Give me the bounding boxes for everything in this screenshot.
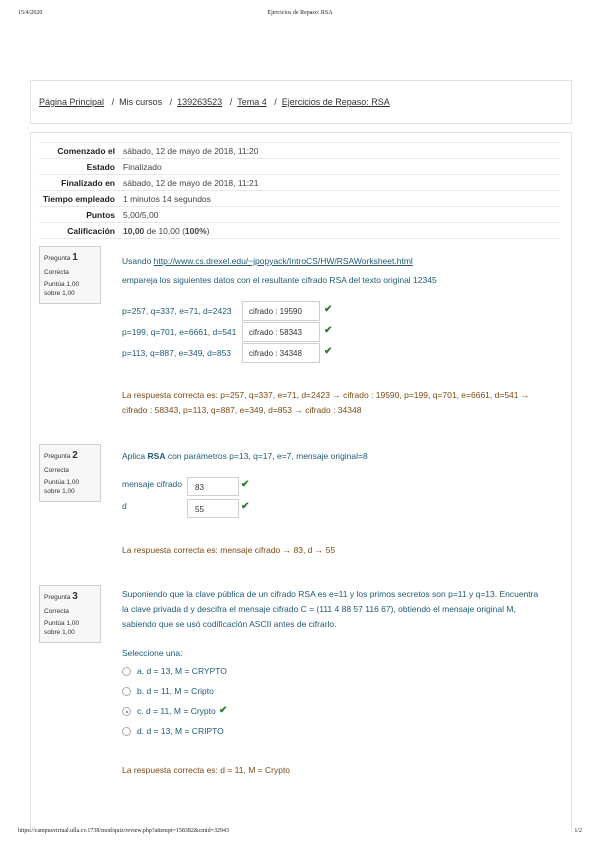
grade-close: ) [206,225,210,236]
check-icon: ✔ [324,325,333,336]
summary-row [39,159,560,175]
match-question: p=199, q=701, e=6661, d=541 [122,327,237,337]
question-2-prompt-bold: RSA [147,451,166,461]
d-input[interactable]: 55 [187,499,239,518]
breadcrumb-quiz[interactable]: Ejercicios de Repaso: RSA [281,97,390,107]
check-icon: ✔ [324,304,333,315]
select-one-label: Seleccione una: [122,648,183,658]
summary-row [39,191,560,207]
feedback-line: La respuesta correcta es: p=257, q=337, e=71, d=2423 → cifrado : 19590, p=199, q=701, e=6661, d=541 → [122,390,530,400]
summary-value: 5,00/5,00 [123,209,159,220]
radio-button[interactable] [122,667,131,676]
worksheet-link[interactable]: http://www.cs.drexel.edu/~jpopyack/IntroCS/HW/RSAWorksheet.html [153,256,413,266]
question-number: 3 [72,591,78,602]
question-points: Puntúa 1,00 [44,479,80,487]
question-max: sobre 1,00 [44,290,75,298]
print-footer [18,828,582,838]
question-1-content [122,256,562,366]
print-header [18,10,582,20]
feedback-line: cifrado : 58343, p=113, q=887, e=349, d=853 → cifrado : 34348 [122,405,362,415]
check-icon: ✔ [219,705,228,716]
option-label: b. d = 11, M = Cripto [137,686,214,696]
match-select[interactable]: cifrado : 58343 [242,322,320,342]
question-info-1 [39,246,101,304]
print-title: Ejercicios de Repaso: RSA [267,10,333,16]
breadcrumb-home[interactable]: Página Principal [39,97,105,107]
question-info-2 [39,444,101,502]
question-max: sobre 1,00 [44,488,75,496]
breadcrumb-separator: / [111,97,115,107]
question-points: Puntúa 1,00 [44,620,80,628]
print-date: 15/4/2020 [18,10,43,16]
encrypted-message-input[interactable]: 83 [187,477,239,496]
check-icon: ✔ [241,501,250,512]
question-state: Correcta [44,269,69,276]
breadcrumb-section[interactable]: Tema 4 [237,97,267,107]
match-question: p=257, q=337, e=71, d=2423 [122,306,232,316]
match-select[interactable]: cifrado : 19590 [242,301,320,321]
question-3-content [122,589,567,749]
question-3-text: sabiendo que se usó codificación ASCII antes de cifrarlo. [122,619,337,629]
question-number: 1 [72,252,78,263]
print-url: https://campusvirtual.ulla.cv.1738/mod/quiz/review.php?attempt=158382&cmid=32943 [18,828,229,834]
summary-value: 1 minutos 14 segundos [123,193,211,204]
breadcrumb-course[interactable]: 139263523 [177,97,223,107]
check-icon: ✔ [324,346,333,357]
summary-value: sábado, 12 de mayo de 2018, 11:21 [123,177,259,188]
grade-of: de 10,00 ( [144,225,185,236]
radio-button-selected[interactable] [122,707,131,716]
question-2-feedback: La respuesta correcta es: mensaje cifrado → 83, d → 55 [122,545,336,555]
breadcrumb [39,97,390,107]
question-3-text: Suponiendo que la clave pública de un cifrado RSA es e=11 y los primos secretos son p=11 y q=13. Encuentra [122,589,539,599]
question-2-prompt-post: con parámetros p=13, q=17, e=7, mensaje original=8 [165,451,368,461]
summary-value [121,223,560,239]
breadcrumb-separator: / [169,97,173,107]
question-points: Puntúa 1,00 [44,281,80,289]
question-3-text: la clave privada d y descifra el mensaje cifrado C = (111 4 88 57 116 67), obtiendo el mensaje original M, [122,604,516,614]
question-1-prompt: empareja los siguientes datos con el resultante cifrado RSA del texto original 12345 [122,275,437,285]
summary-label: Comenzado el [57,145,115,156]
question-state: Correcta [44,608,69,615]
question-state: Correcta [44,467,69,474]
summary-row [39,175,560,191]
field-label: mensaje cifrado [122,479,183,489]
radio-button[interactable] [122,727,131,736]
summary-label: Tiempo empleado [42,193,115,204]
summary-label: Estado [86,161,115,172]
option-label: a. d = 13, M = CRYPTO [137,666,227,676]
summary-row [39,143,560,159]
question-prefix: Pregunta [44,594,71,601]
summary-label: Calificación [67,225,115,236]
summary-label: Finalizado en [61,177,115,188]
question-prefix: Pregunta [44,255,71,262]
question-max: sobre 1,00 [44,629,75,637]
option-label: c. d = 11, M = Crypto [137,706,216,716]
print-page-number: 1/2 [574,828,582,834]
attempt-summary-table [39,142,560,239]
match-question: p=113, q=887, e=349, d=853 [122,348,232,358]
option-label: d. d = 13, M = CRIPTO [137,726,224,736]
summary-value: Finalizado [123,161,162,172]
grade-percent: 100% [184,225,207,236]
field-label: d [122,501,127,511]
breadcrumb-separator: / [274,97,277,107]
check-icon: ✔ [241,479,250,490]
question-1-feedback [122,388,529,418]
question-2-prompt-pre: Aplica [122,451,148,461]
summary-row [39,223,560,239]
question-prefix: Pregunta [44,453,71,460]
grade-value: 10,00 [123,225,145,236]
breadcrumb-box [30,80,572,124]
breadcrumb-courses: Mis cursos [119,97,163,107]
breadcrumb-separator: / [229,97,233,107]
summary-label: Puntos [86,209,115,220]
question-3-feedback: La respuesta correcta es: d = 11, M = Crypto [122,765,291,775]
question-1-intro: Usando [122,256,154,266]
summary-row [39,207,560,223]
question-number: 2 [72,450,78,461]
question-2-content [122,451,562,521]
radio-button[interactable] [122,687,131,696]
question-info-3 [39,585,101,643]
summary-value: sábado, 12 de mayo de 2018, 11:20 [123,145,259,156]
match-select[interactable]: cifrado : 34348 [242,343,320,363]
